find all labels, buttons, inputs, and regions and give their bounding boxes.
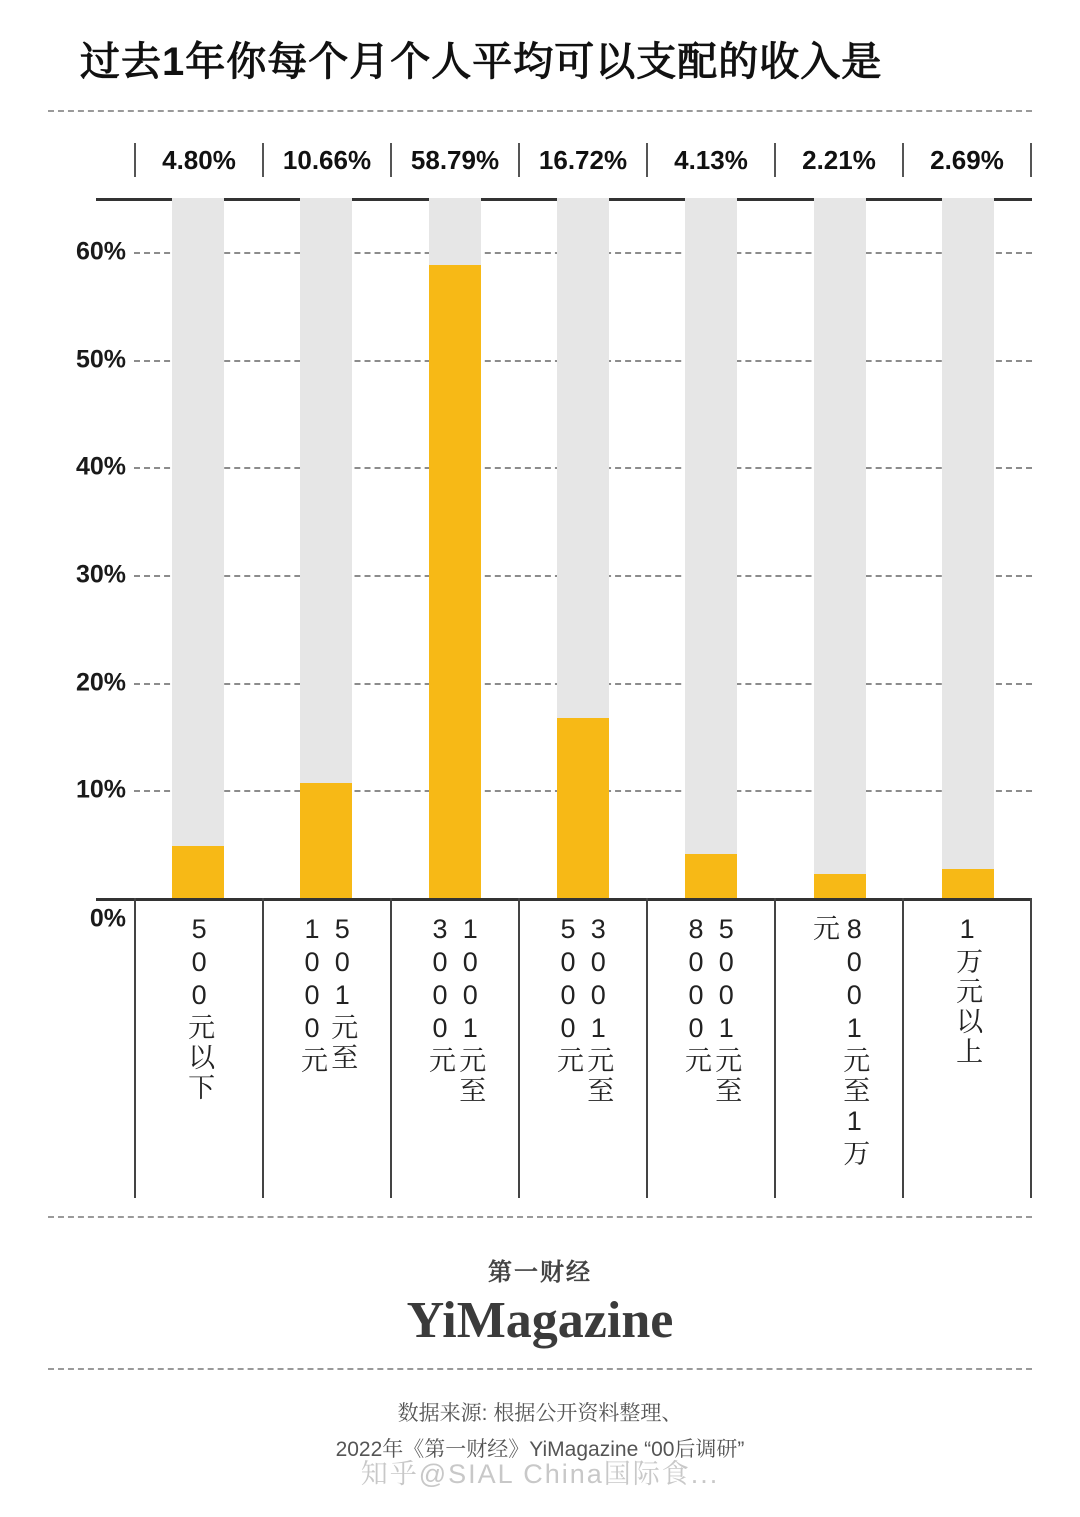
watermark: 知乎@SIAL China国际食... — [360, 1459, 720, 1489]
y-tick-label: 60% — [75, 237, 126, 266]
value-label: 58.79% — [390, 143, 518, 177]
value-label: 2.69% — [902, 143, 1032, 177]
category-label: 5001元至8000元 — [681, 914, 742, 1106]
category-cell — [390, 898, 518, 1198]
bar-track — [814, 198, 866, 898]
footer-divider-bottom — [48, 1368, 1032, 1370]
bar-slot — [647, 198, 775, 898]
category-cell — [262, 898, 390, 1198]
brand-name-en: YiMagazine — [406, 1292, 674, 1349]
y-tick-label: 0% — [89, 904, 126, 933]
y-axis-cap — [96, 198, 134, 201]
x-axis-categories — [48, 898, 1032, 1198]
bar-slot — [262, 198, 390, 898]
y-tick-label: 50% — [75, 345, 126, 374]
source-line-1: 数据来源: 根据公开资料整理、 — [397, 1402, 683, 1425]
category-cell — [134, 898, 262, 1198]
page-title: 过去1年你每个月个人平均可以支配的收入是 — [80, 40, 883, 84]
value-label: 16.72% — [518, 143, 646, 177]
category-cell — [902, 898, 1032, 1198]
y-tick-label: 10% — [75, 775, 126, 804]
category-label: 8001元至1万元 — [809, 914, 870, 1169]
category-cell — [518, 898, 646, 1198]
y-tick-label: 40% — [75, 452, 126, 481]
bar[interactable] — [685, 854, 737, 898]
bar-track — [172, 198, 224, 898]
plot-region — [134, 198, 1032, 898]
footer-divider-top — [48, 1216, 1032, 1218]
value-label: 2.21% — [774, 143, 902, 177]
chart-area — [48, 198, 1032, 933]
brand-name-cn: 第一财经 — [488, 1260, 592, 1286]
value-label: 4.13% — [646, 143, 774, 177]
category-cell — [646, 898, 774, 1198]
bar-slot — [775, 198, 903, 898]
value-label: 4.80% — [134, 143, 262, 177]
category-cell — [774, 898, 902, 1198]
y-tick-label: 30% — [75, 560, 126, 589]
bar-track — [685, 198, 737, 898]
bar[interactable] — [300, 783, 352, 898]
bar-group — [134, 198, 1032, 898]
bar-slot — [519, 198, 647, 898]
source-line-2: 2022年《第一财经》YiMagazine “00后调研” — [335, 1437, 745, 1461]
y-tick-label: 20% — [75, 668, 126, 697]
bar-track — [942, 198, 994, 898]
bar[interactable] — [557, 718, 609, 898]
brand-block — [48, 1252, 1032, 1350]
category-label: 500元以下 — [184, 914, 215, 1103]
bar[interactable] — [429, 265, 481, 898]
category-label: 1001元至3000元 — [425, 914, 486, 1106]
bar[interactable] — [942, 869, 994, 898]
category-label: 3001元至5000元 — [553, 914, 614, 1106]
title-divider — [48, 110, 1032, 112]
bar-slot — [391, 198, 519, 898]
value-label-row — [48, 132, 1032, 188]
bar[interactable] — [172, 846, 224, 898]
category-label: 1万元以上 — [952, 914, 983, 1067]
bar-slot — [134, 198, 262, 898]
bar-slot — [904, 198, 1032, 898]
category-label: 501元至1000元 — [297, 914, 358, 1076]
value-label: 10.66% — [262, 143, 390, 177]
bar[interactable] — [814, 874, 866, 898]
